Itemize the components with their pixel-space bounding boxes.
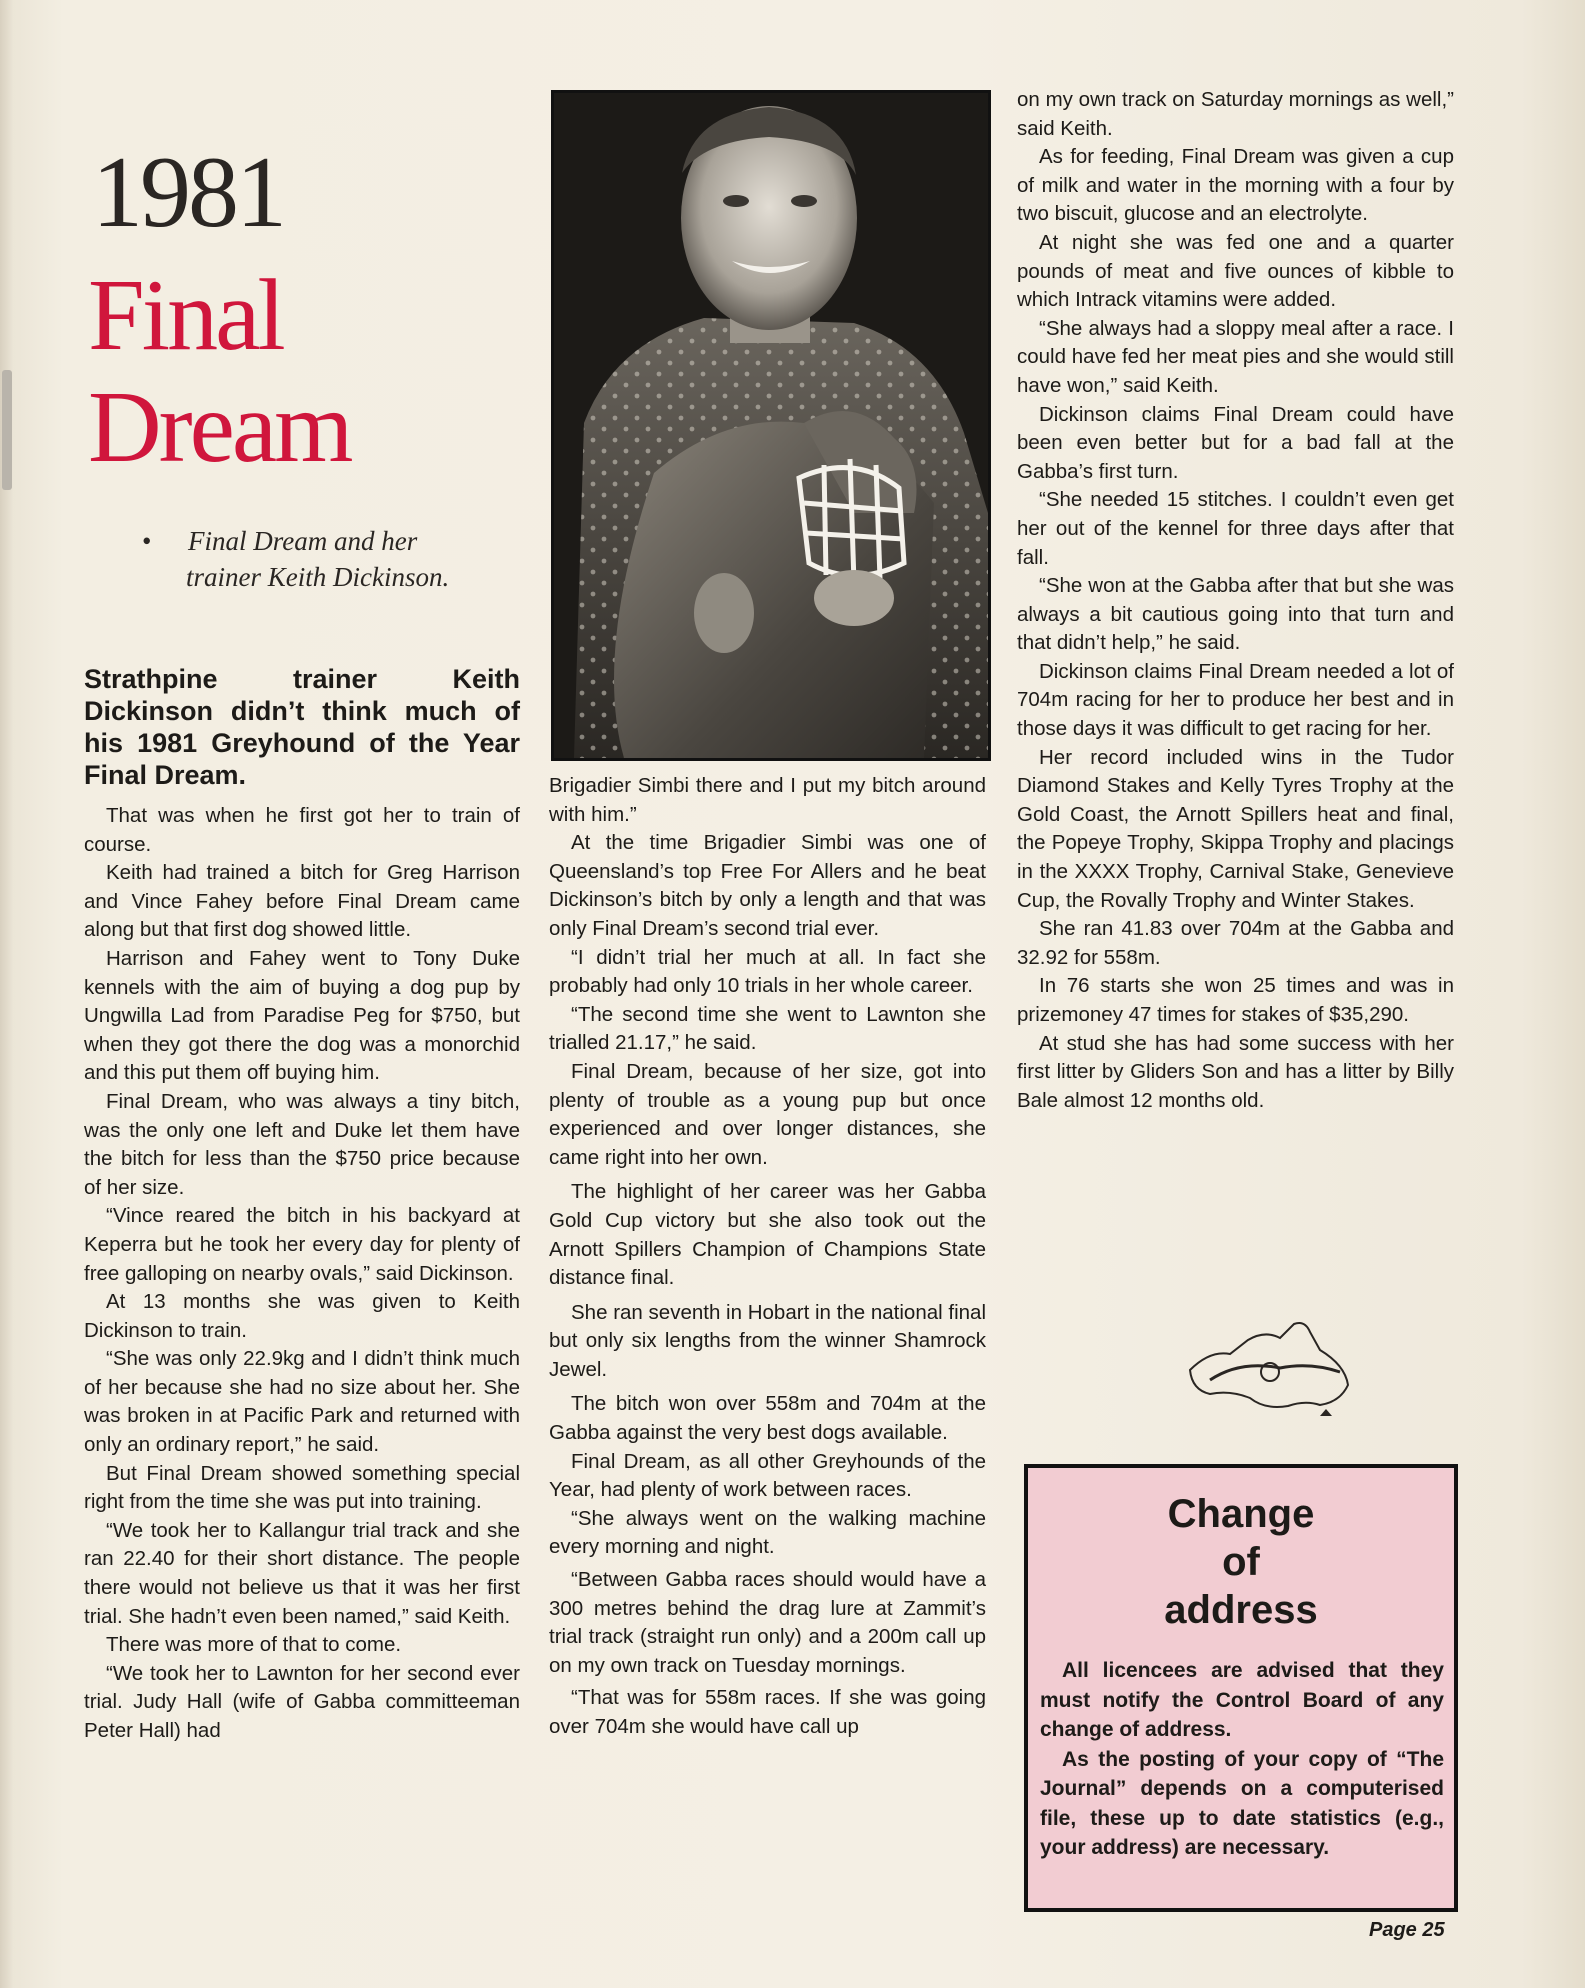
paragraph: In 76 starts she won 25 times and was in prizemoney 47 times for stakes of $35,290. bbox=[1017, 974, 1454, 1026]
notice-paragraph: All licencees are advised that they must notify the Control Board of any change of address. bbox=[1040, 1659, 1444, 1741]
article-title-year: 1981 bbox=[92, 136, 284, 249]
paragraph: Dickinson claims Final Dream needed a lot of 704m racing for her to produce her best and in those days it was difficult to get racing for her. bbox=[1017, 659, 1454, 741]
article-column-2 bbox=[549, 772, 986, 1742]
paragraph: on my own track on Saturday mornings as well,” said Keith. bbox=[1017, 88, 1454, 140]
paragraph: The bitch won over 558m and 704m at the Gabba against the very best dogs available. bbox=[549, 1392, 986, 1445]
page-spine bbox=[0, 0, 14, 1988]
article-title-name bbox=[88, 260, 351, 484]
paragraph: “She always had a sloppy meal after a race. I could have fed her meat pies and she would still have won,” said Keith. bbox=[1017, 316, 1454, 397]
notice-heading bbox=[1028, 1490, 1454, 1634]
paragraph: She ran seventh in Hobart in the national final but only six lengths from the winner Shamrock Jewel. bbox=[549, 1300, 986, 1381]
caption-line-2: trainer Keith Dickinson. bbox=[186, 562, 450, 592]
article-column-3 bbox=[1017, 86, 1454, 1115]
paragraph: “I didn’t trial her much at all. In fact she probably had only 10 trials in her whole career. bbox=[549, 945, 986, 998]
photo-caption bbox=[142, 523, 526, 595]
notice-heading-line-3: address bbox=[1164, 1588, 1318, 1632]
paragraph: At night she was fed one and a quarter pounds of meat and five ounces of kibble to which Intrack vitamins were added. bbox=[1017, 230, 1454, 312]
paragraph: “She won at the Gabba after that but she was always a bit cautious going into that turn and that didn’t help,” he said. bbox=[1017, 574, 1454, 655]
paragraph: Harrison and Fahey went to Tony Duke kennels with the aim of buying a dog pup by Ungwilla Lad from Paradise Peg for $750, but when they got there the dog was a monorchid and this put them off buying him. bbox=[84, 946, 520, 1085]
paragraph: Dickinson claims Final Dream could have been even better but for a bad fall at the Gabba’s first turn. bbox=[1017, 402, 1454, 483]
paragraph: “She always went on the walking machine every morning and night. bbox=[549, 1506, 986, 1559]
binding-staple bbox=[2, 370, 12, 490]
paragraph: Final Dream, as all other Greyhounds of the Year, had plenty of work between races. bbox=[549, 1449, 986, 1502]
australia-greyhound-logo bbox=[1170, 1310, 1370, 1420]
article-lede: Strathpine trainer Keith Dickinson didn’t think much of his 1981 Greyhound of the Year Final Dream. bbox=[84, 664, 520, 790]
paragraph: “She was only 22.9kg and I didn’t think much of her because she had no size about her. She was broken in at Pacific Park and returned with only an ordinary report,” he said. bbox=[84, 1347, 520, 1457]
notice-body bbox=[1040, 1656, 1444, 1863]
change-of-address-notice bbox=[1024, 1464, 1458, 1912]
paragraph: “We took her to Kallangur trial track and she ran 22.40 for their short distance. The people there would not believe us that it was her first trial. She hadn’t even been named,” said Keith. bbox=[84, 1518, 520, 1628]
paragraph: There was more of that to come. bbox=[106, 1633, 402, 1657]
paragraph: Her record included wins in the Tudor Diamond Stakes and Kelly Tyres Trophy at the Gold Coast, the Arnott Spillers heat and final, the Popeye Trophy, Skippa Trophy and placings in the XXXX Trophy, Carnival Stake, Genevieve Cup, the Rovally Trophy and Winter Stakes. bbox=[1017, 745, 1454, 912]
paragraph: That was when he first got her to train of course. bbox=[84, 804, 520, 856]
title-name-line-1: Final bbox=[88, 259, 283, 372]
paragraph: The highlight of her career was her Gabba Gold Cup victory but she also took out the Arnott Spillers Champion of Champions State distance final. bbox=[549, 1180, 986, 1290]
page-number: Page 25 bbox=[1369, 1919, 1445, 1941]
paragraph: “She needed 15 stitches. I couldn’t even get her out of the kennel for three days after that fall. bbox=[1017, 488, 1454, 569]
paragraph: “Vince reared the bitch in his backyard at Keperra but he took her every day for plenty of free galloping on nearby ovals,” said Dickinson. bbox=[84, 1204, 520, 1285]
paragraph: Final Dream, who was always a tiny bitch, was the only one left and Duke let them have the bitch for less than the $750 price because of her size. bbox=[84, 1089, 520, 1199]
caption-line-1: Final Dream and her bbox=[188, 526, 418, 556]
article-column-1 bbox=[84, 802, 520, 1746]
paragraph: But Final Dream showed something special right from the time she was put into training. bbox=[84, 1461, 520, 1514]
paragraph: “That was for 558m races. If she was going over 704m she would have call up bbox=[549, 1686, 986, 1738]
photo-illustration bbox=[554, 93, 988, 758]
paragraph: “Between Gabba races should would have a 300 metres behind the drag lure at Zammit’s trial track (straight run only) and a 200m call up on my own track on Tuesday mornings. bbox=[549, 1568, 986, 1677]
paragraph: Final Dream, because of her size, got into plenty of trouble as a young pup but once experienced and over longer distances, she came right into her own. bbox=[549, 1059, 986, 1169]
paragraph: As for feeding, Final Dream was given a cup of milk and water in the morning with a four by two biscuit, glucose and an electrolyte. bbox=[1017, 145, 1454, 226]
paragraph: “The second time she went to Lawnton she trialled 21.17,” he said. bbox=[549, 1002, 986, 1055]
paragraph: At the time Brigadier Simbi was one of Queensland’s top Free For Allers and he beat Dickinson’s bitch by only a length and that was only Final Dream’s second trial ever. bbox=[549, 831, 986, 940]
caption-bullet: • bbox=[142, 526, 152, 556]
notice-heading-line-1: Change bbox=[1167, 1492, 1315, 1536]
paragraph: Brigadier Simbi there and I put my bitch around with him.” bbox=[549, 774, 986, 826]
trainer-and-greyhound-photo bbox=[551, 90, 991, 761]
paragraph: At 13 months she was given to Keith Dickinson to train. bbox=[84, 1290, 520, 1342]
paragraph: At stud she has had some success with her first litter by Gliders Son and has a litter by Billy Bale almost 12 months old. bbox=[1017, 1031, 1454, 1112]
paragraph: “We took her to Lawnton for her second ever trial. Judy Hall (wife of Gabba committeeman Peter Hall) had bbox=[84, 1661, 520, 1742]
title-name-line-2: Dream bbox=[88, 371, 351, 484]
paragraph: Keith had trained a bitch for Greg Harrison and Vince Fahey before Final Dream came along but that first dog showed little. bbox=[84, 861, 520, 942]
paragraph: She ran 41.83 over 704m at the Gabba and 32.92 for 558m. bbox=[1017, 917, 1454, 969]
notice-paragraph: As the posting of your copy of “The Journal” depends on a computerised file, these up to date statistics (e.g., your address) are necessary. bbox=[1040, 1747, 1444, 1859]
notice-heading-line-2: of bbox=[1222, 1540, 1260, 1584]
